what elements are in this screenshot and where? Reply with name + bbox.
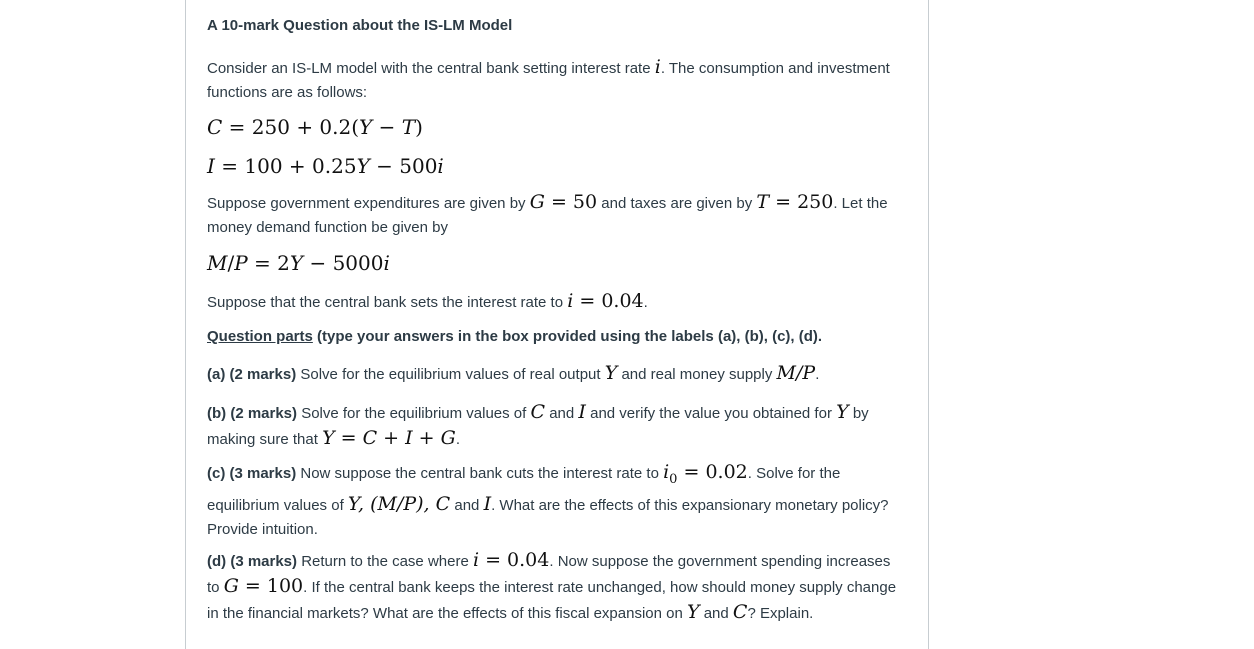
investment-equation: I = 100 + 0.25Y − 500i (207, 154, 444, 178)
part-a: (a) (2 marks) Solve for the equilibrium values of real output Y and real money supply M/P. (207, 362, 820, 384)
question-parts-header: Question parts (type your answers in the box provided using the labels (a), (b), (c), (d). (207, 328, 823, 345)
question-parts-link[interactable]: Question parts (207, 328, 313, 345)
government-paragraph: Suppose government expenditures are given by G = 50 and taxes are given by T = 250. Let the money demand function be given by (207, 191, 888, 236)
part-d: (d) (3 marks) Return to the case where i = 0.04. Now suppose the government spending increases to G = 100. If the central bank keeps the interest rate unchanged, how should money supply change in the financial markets? What are the effects of this fiscal expansion on Y and C? Explain. (207, 549, 897, 623)
consumption-equation: C = 250 + 0.2(Y − T) (207, 115, 423, 139)
money-demand-equation: M/P = 2Y − 5000i (207, 251, 390, 275)
interest-rate-paragraph: Suppose that the central bank sets the interest rate to i = 0.04. (207, 290, 648, 312)
intro-paragraph: Consider an IS-LM model with the central bank setting interest rate i. The consumption and investment functions are as follows: (207, 56, 890, 101)
question-panel (185, 0, 929, 649)
part-c: (c) (3 marks) Now suppose the central bank cuts the interest rate to $i_0 = 0.02$. Solve for the equilibrium values of Y, (M/P), C and I. What are the effects of this expansionary monetary policy? Provide intuition. (207, 461, 889, 538)
question-title: A 10-mark Question about the IS-LM Model (207, 17, 513, 34)
part-b: (b) (2 marks) Solve for the equilibrium values of C and I and verify the value you obtained for Y by making sure that Y = C + I + G. (207, 401, 869, 449)
